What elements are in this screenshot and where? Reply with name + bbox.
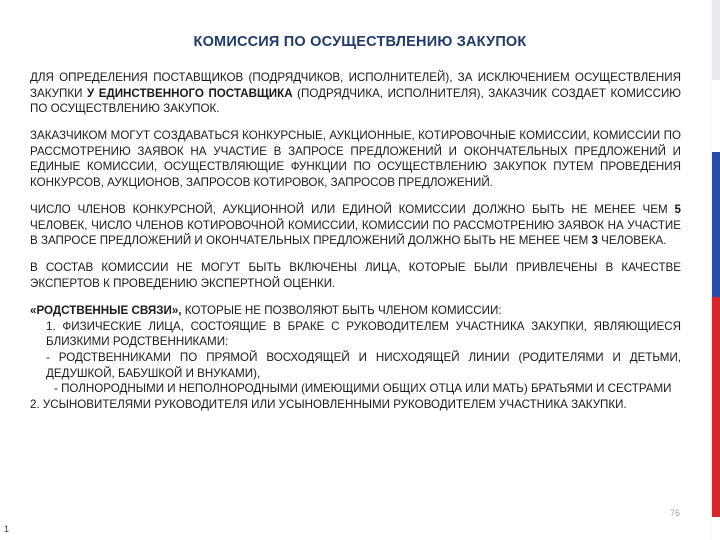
flag-shadow bbox=[710, 0, 712, 540]
list-subitem-siblings: - ПОЛНОРОДНЫМИ И НЕПОЛНОРОДНЫМИ (ИМЕЮЩИМИ ОБЩИХ ОТЦА ИЛИ МАТЬ) БРАТЬЯМИ И СЕСТРАМИ bbox=[54, 382, 672, 396]
p1-text-after: (ПОДРЯДЧИКА, ИСПОЛНИТЕЛЯ), ЗАКАЗЧИК СОЗДАЕТ КОМИССИЮ ПО ОСУЩЕСТВЛЕНИЮ ЗАКУПОК. bbox=[30, 86, 681, 116]
p3-number-5: 5 bbox=[674, 203, 681, 217]
p3-text-3: ЧЕЛОВЕКА. bbox=[597, 234, 667, 248]
family-ties-rest: КОТОРЫЕ НЕ ПОЗВОЛЯЮТ БЫТЬ ЧЛЕНОМ КОМИССИИ: bbox=[181, 304, 502, 318]
p3-text-1: ЧИСЛО ЧЛЕНОВ КОНКУРСНОЙ, АУКЦИОННОЙ ИЛИ ЕДИНОЙ КОМИССИИ ДОЛЖНО БЫТЬ НЕ МЕНЕЕ ЧЕМ bbox=[30, 203, 675, 217]
list-item-2: 2. УСЫНОВИТЕЛЯМИ РУКОВОДИТЕЛЯ ИЛИ УСЫНОВЛЕННЫМИ РУКОВОДИТЕЛЕМ УЧАСТНИКА ЗАКУПКИ. bbox=[30, 397, 627, 411]
list-subitem-direct-line: - РОДСТВЕННИКАМИ ПО ПРЯМОЙ ВОСХОДЯЩЕЙ И НИСХОДЯЩЕЙ ЛИНИИ (РОДИТЕЛЯМИ И ДЕТЬМИ, ДЕДУШКОЙ, БАБУШКОЙ И ВНУКАМИ), bbox=[46, 350, 681, 380]
paragraph-commission-creation bbox=[30, 70, 681, 117]
paragraph-commission-types: ЗАКАЗЧИКОМ МОГУТ СОЗДАВАТЬСЯ КОНКУРСНЫЕ, АУКЦИОННЫЕ, КОТИРОВОЧНЫЕ КОМИССИИ, КОМИССИИ ПО РАССМОТРЕНИЮ ЗАЯВОК НА УЧАСТИЕ В ЗАПРОСЕ ПРЕДЛОЖЕНИЙ И ОКОНЧАТЕЛЬНЫХ ПРЕДЛОЖЕНИЙ И ЕДИНЫЕ КОМИССИИ, ОСУЩЕСТВЛЯЮЩИЕ ФУНКЦИИ ПО ОСУЩЕСТВЛЕНИЮ ЗАКУПОК ПУТЕМ ПРОВЕДЕНИЯ КОНКУРСОВ, АУКЦИОНОВ, ЗАПРОСОВ КОТИРОВОК, ЗАПРОСОВ ПРЕДЛОЖЕНИЙ. bbox=[30, 129, 681, 190]
family-ties-label: «РОДСТВЕННЫЕ СВЯЗИ», bbox=[30, 304, 182, 318]
p3-text-2: ЧЕЛОВЕК, ЧИСЛО ЧЛЕНОВ КОТИРОВОЧНОЙ КОМИССИИ, КОМИССИИ ПО РАССМОТРЕНИЮ ЗАЯВОК НА УЧАСТИЕ В ЗАПРОСЕ ПРЕДЛОЖЕНИЙ И ОКОНЧАТЕЛЬНЫХ ПРЕДЛОЖЕНИЙ ДОЛЖНО БЫТЬ НЕ МЕНЕЕ ЧЕМ bbox=[30, 218, 681, 248]
flag-stripe-red bbox=[712, 297, 720, 517]
slide-title: КОМИССИЯ ПО ОСУЩЕСТВЛЕНИЮ ЗАКУПОК bbox=[193, 34, 527, 50]
paragraph-experts-exclusion: В СОСТАВ КОМИССИИ НЕ МОГУТ БЫТЬ ВКЛЮЧЕНЫ ЛИЦА, КОТОРЫЕ БЫЛИ ПРИВЛЕЧЕНЫ В КАЧЕСТВЕ ЭКСПЕРТОВ К ПРОВЕДЕНИЮ ЭКСПЕРТНОЙ ОЦЕНКИ. bbox=[30, 261, 681, 291]
p1-bold-sole-supplier: У ЕДИНСТВЕННОГО ПОСТАВЩИКА bbox=[86, 86, 293, 100]
corner-mark: 1 bbox=[4, 524, 10, 534]
slide-body bbox=[30, 70, 681, 412]
list-item-1: 1. ФИЗИЧЕСКИЕ ЛИЦА, СОСТОЯЩИЕ В БРАКЕ С РУКОВОДИТЕЛЕМ УЧАСТНИКА ЗАКУПКИ, ЯВЛЯЮЩИЕСЯ БЛИЗКИМИ РОДСТВЕННИКАМИ: bbox=[46, 319, 681, 349]
paragraph-family-ties-heading bbox=[30, 303, 681, 319]
p1-text-before: ДЛЯ ОПРЕДЕЛЕНИЯ ПОСТАВЩИКОВ (ПОДРЯДЧИКОВ, ИСПОЛНИТЕЛЕЙ), ЗА ИСКЛЮЧЕНИЕМ ОСУЩЕСТВЛЕНИЯ ЗАКУПКИ bbox=[30, 71, 681, 100]
paragraph-member-count bbox=[30, 202, 681, 249]
p3-number-3: 3 bbox=[591, 234, 598, 248]
page-number: 76 bbox=[669, 508, 680, 518]
flag-stripe-blue bbox=[712, 152, 720, 297]
